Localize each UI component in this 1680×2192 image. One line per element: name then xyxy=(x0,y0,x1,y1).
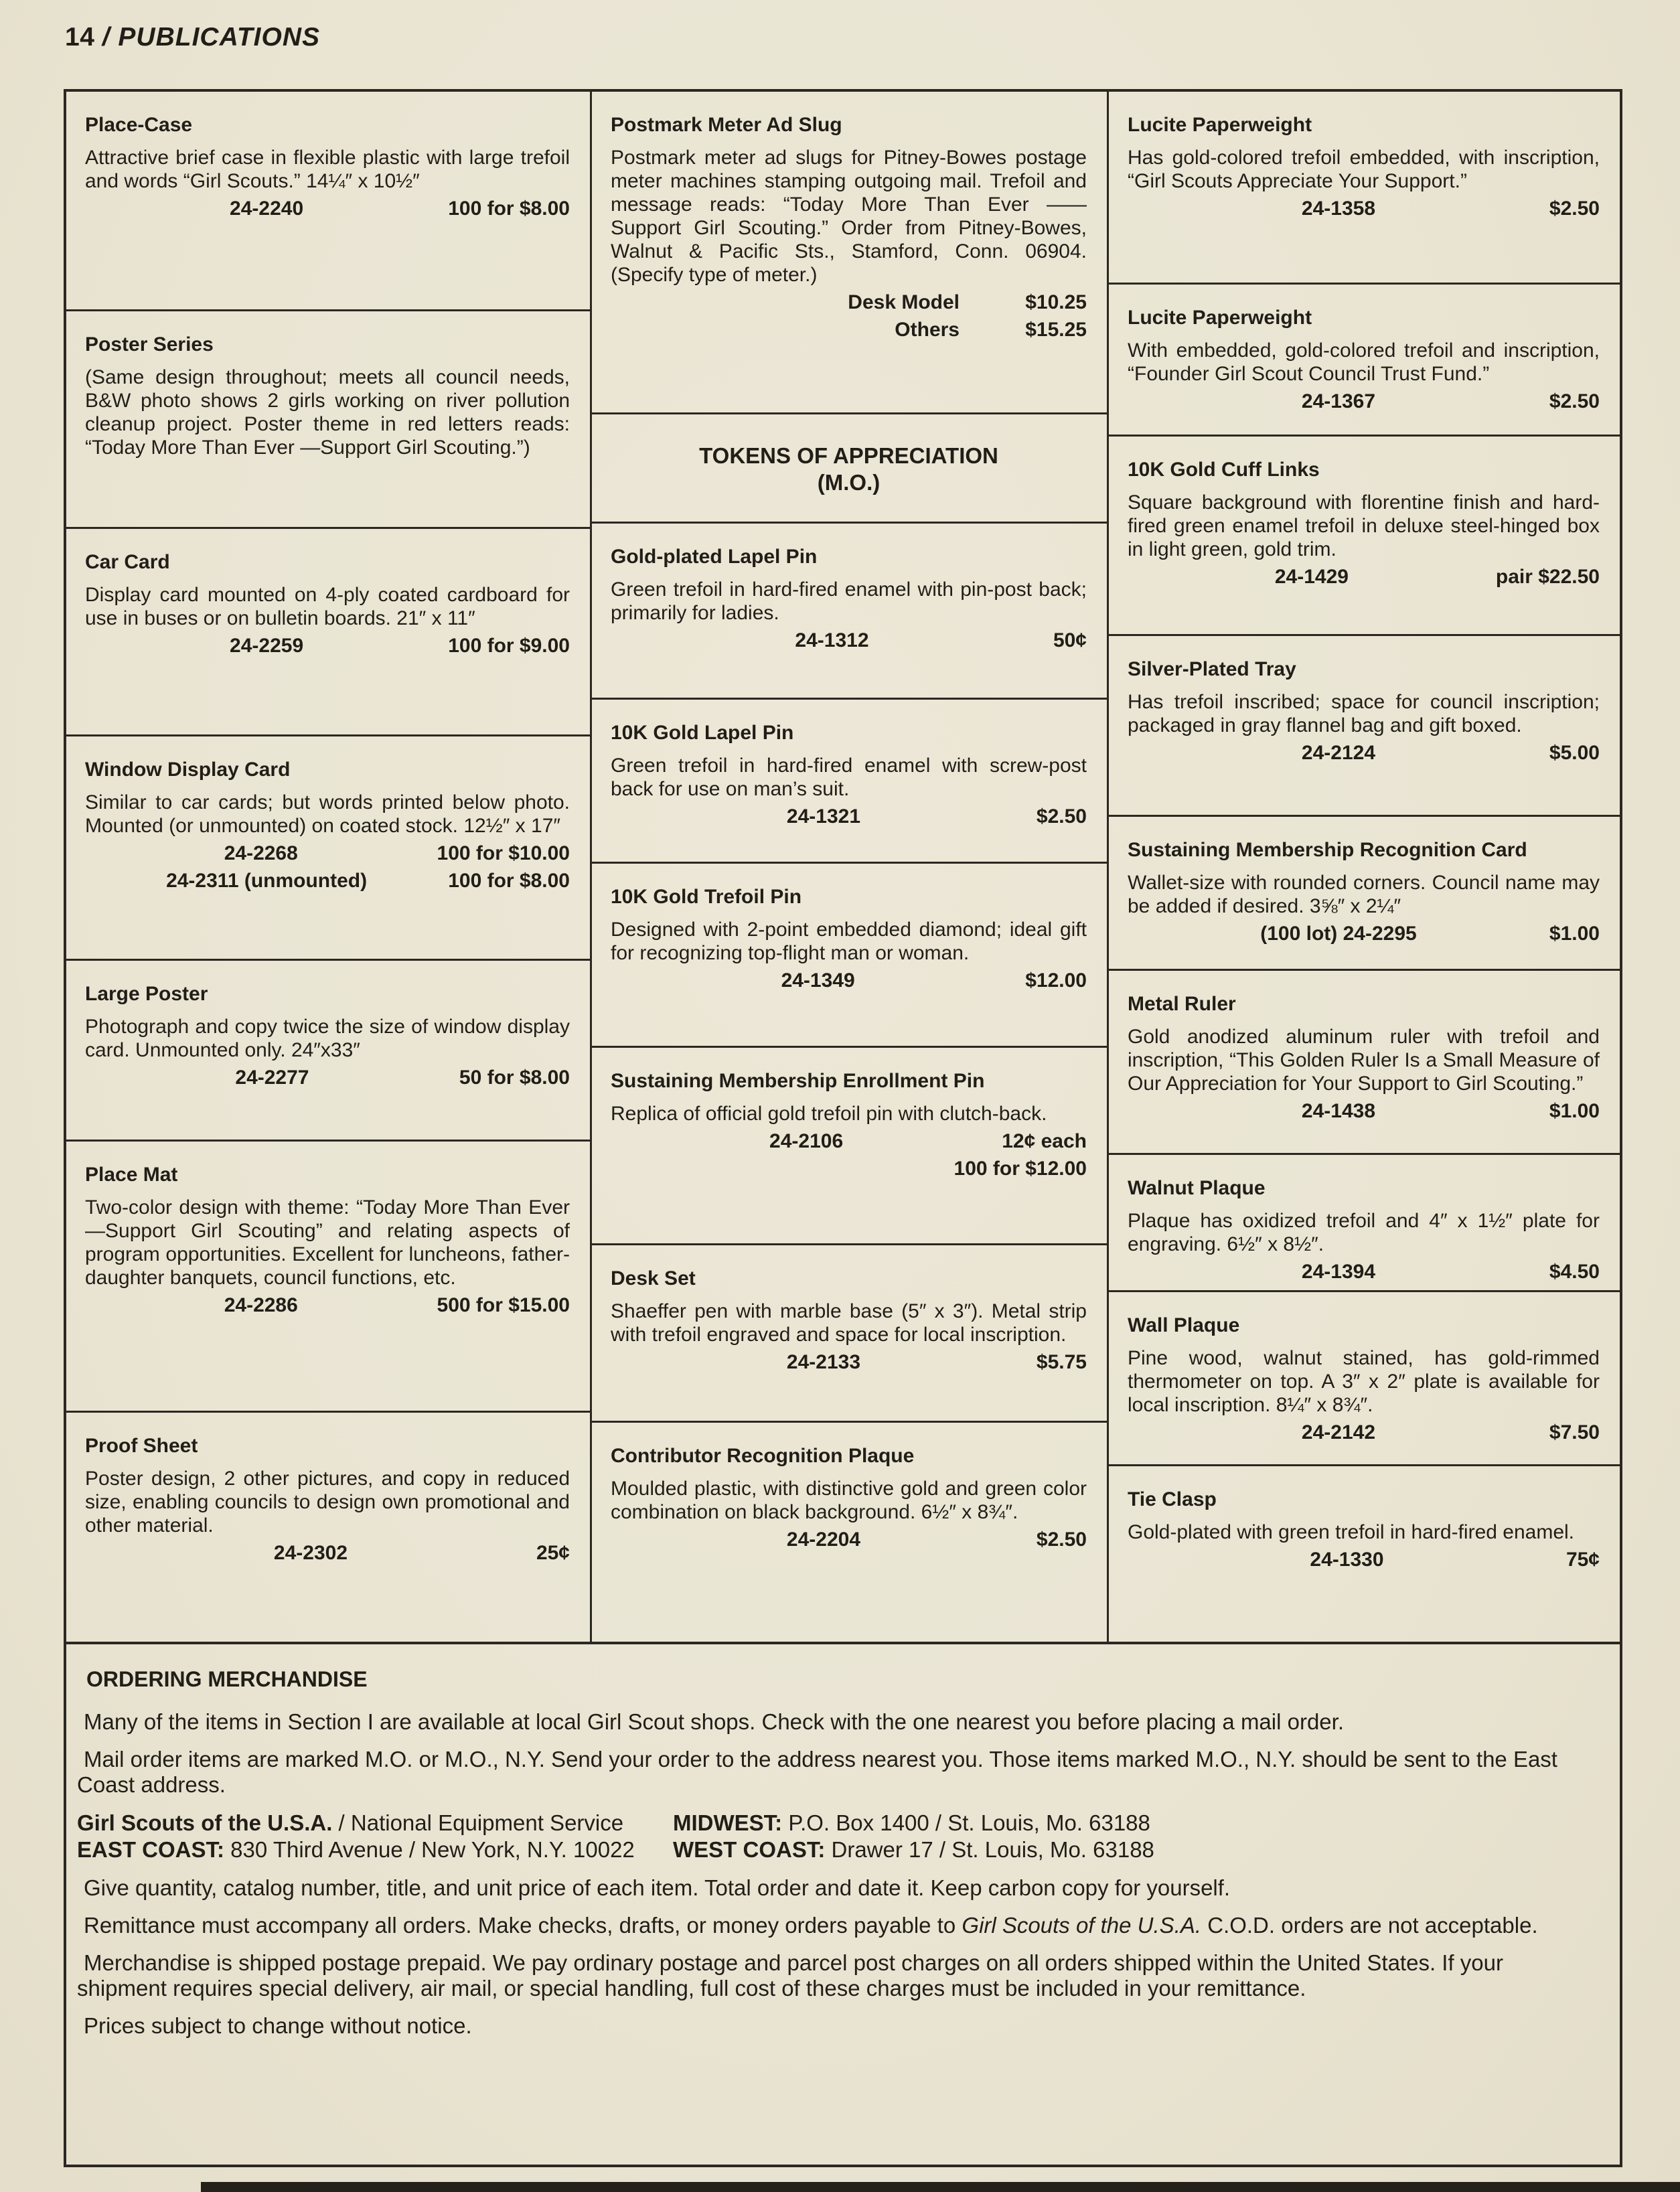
item-description: Has trefoil inscribed; space for council inscription; packaged in gray flannel bag and gift boxed. xyxy=(1128,691,1600,736)
catalog-item xyxy=(66,527,590,734)
item-price: $2.50 xyxy=(1549,198,1600,220)
item-description: Designed with 2-point embedded diamond; ideal gift for recognizing top-flight man or woman. xyxy=(611,919,1087,964)
item-description: Poster design, 2 other pictures, and copy in reduced size, enabling councils to design own promotional and other material. xyxy=(85,1468,570,1537)
catalog-number: 24-2142 xyxy=(1301,1421,1376,1443)
item-description: Green trefoil in hard-fired enamel with pin-post back; primarily for ladies. xyxy=(611,578,1087,624)
price-line xyxy=(611,1157,1087,1180)
catalog-number: 24-2133 xyxy=(786,1351,861,1373)
west-coast-value: Drawer 17 / St. Louis, Mo. 63188 xyxy=(825,1837,1154,1862)
catalog-item xyxy=(592,1421,1107,1642)
catalog-item xyxy=(592,1046,1107,1243)
item-title: Postmark Meter Ad Slug xyxy=(611,114,842,136)
catalog-number: 24-1321 xyxy=(786,805,861,828)
catalog-item xyxy=(1109,92,1620,283)
catalog-item xyxy=(1109,1153,1620,1290)
catalog-item xyxy=(592,862,1107,1046)
ordering-section xyxy=(66,1644,1620,2165)
item-title: Large Poster xyxy=(85,983,208,1005)
item-description: Display card mounted on 4-ply coated cardboard for use in buses or on bulletin boards. 21″ x 11″ xyxy=(85,584,570,629)
price-line xyxy=(611,629,1087,652)
item-price: $4.50 xyxy=(1549,1261,1600,1283)
catalog-number: 24-1429 xyxy=(1274,566,1349,588)
item-description: Replica of official gold trefoil pin with clutch-back. xyxy=(611,1103,1047,1125)
item-description: Pine wood, walnut stained, has gold-rimmed thermometer on top. A 3″ x 2″ plate is available for local inscription. 8¼″ x 8¾″. xyxy=(1128,1347,1600,1416)
catalog-number: 24-2106 xyxy=(769,1130,844,1152)
item-price: 100 for $12.00 xyxy=(953,1158,1087,1180)
ordering-paragraph-mail-order: Mail order items are marked M.O. or M.O., N.Y. Send your order to the address nearest you. Those items marked M.O., N.Y. should be sent to the East Coast address. xyxy=(77,1747,1557,1797)
item-price: pair $22.50 xyxy=(1495,566,1600,588)
price-line xyxy=(85,1541,570,1565)
catalog-columns xyxy=(66,92,1620,1644)
catalog-number: 24-2286 xyxy=(224,1294,298,1316)
item-title: 10K Gold Trefoil Pin xyxy=(611,886,802,908)
scan-artifact-bar xyxy=(201,2182,1680,2192)
catalog-item xyxy=(66,1140,590,1411)
org-service: / National Equipment Service xyxy=(332,1810,624,1835)
address-east-coast xyxy=(77,1836,673,1863)
item-title: Proof Sheet xyxy=(85,1435,198,1457)
item-title: Gold-plated Lapel Pin xyxy=(611,546,818,568)
catalog-column-2 xyxy=(590,92,1107,1642)
catalog-item xyxy=(1109,634,1620,815)
item-description: Postmark meter ad slugs for Pitney-Bowes postage meter machines stamping outgoing mail. Trefoil and message reads: “Today More Than Ever —— Support Girl Scouting.” Order from Pitney-Bowes, Walnut & Pacific Sts., Stamford, Conn. 06904. (Specify type of meter.) xyxy=(611,147,1087,286)
east-coast-label: EAST COAST: xyxy=(77,1837,225,1862)
price-line xyxy=(1128,565,1600,589)
catalog-item xyxy=(1109,1464,1620,1642)
item-title: Place-Case xyxy=(85,114,193,136)
ordering-paragraph-shipping: Merchandise is shipped postage prepaid. We pay ordinary postage and parcel post charges on all orders shipped within the United States. If your shipment requires special delivery, air mail, or special handling, full cost of these charges must be included in your remittance. xyxy=(77,1950,1503,2001)
item-price: 100 for $9.00 xyxy=(448,635,570,657)
item-description: Green trefoil in hard-fired enamel with screw-post back for use on man’s suit. xyxy=(611,755,1087,800)
price-line xyxy=(85,197,570,220)
price-line xyxy=(611,805,1087,828)
price-line xyxy=(85,634,570,657)
price-line xyxy=(85,842,570,865)
price-line xyxy=(611,969,1087,992)
item-price: $5.75 xyxy=(1036,1351,1087,1373)
catalog-number: 24-2277 xyxy=(235,1067,309,1089)
catalog-item xyxy=(592,92,1107,412)
catalog-number: 24-2124 xyxy=(1301,742,1376,764)
item-description: Moulded plastic, with distinctive gold and green color combination on black background. 6½″ x 8¾″. xyxy=(611,1478,1087,1523)
catalog-number: 24-2259 xyxy=(230,635,304,657)
catalog-item xyxy=(66,92,590,309)
catalog-number: 24-1367 xyxy=(1301,390,1376,412)
price-line xyxy=(85,1294,570,1317)
address-row-2 xyxy=(77,1836,1588,1863)
page-number: 14 xyxy=(65,23,95,52)
midwest-value: P.O. Box 1400 / St. Louis, Mo. 63188 xyxy=(782,1810,1150,1835)
item-price: 500 for $15.00 xyxy=(437,1294,570,1316)
remittance-text-end: C.O.D. orders are not acceptable. xyxy=(1201,1913,1538,1938)
ordering-paragraph-prices: Prices subject to change without notice. xyxy=(84,2013,472,2038)
address-row-1 xyxy=(77,1810,1588,1836)
item-title: Sustaining Membership Recognition Card xyxy=(1128,839,1527,861)
price-line xyxy=(85,1066,570,1089)
address-national-service xyxy=(77,1810,673,1836)
item-description: Similar to car cards; but words printed below photo. Mounted (or unmounted) on coated stock. 12½″ x 17″ xyxy=(85,791,570,837)
item-price: $1.00 xyxy=(1549,923,1600,945)
remittance-payee: Girl Scouts of the U.S.A. xyxy=(962,1913,1202,1938)
item-title: Contributor Recognition Plaque xyxy=(611,1445,915,1467)
price-line xyxy=(611,1350,1087,1374)
section-title: (M.O.) xyxy=(817,470,881,495)
price-line xyxy=(611,1528,1087,1551)
address-block xyxy=(77,1810,1588,1863)
item-price: 50 for $8.00 xyxy=(459,1067,570,1089)
catalog-box xyxy=(64,89,1622,2167)
item-title: Tie Clasp xyxy=(1128,1488,1217,1510)
catalog-number: 24-2240 xyxy=(230,198,304,220)
item-title: 10K Gold Cuff Links xyxy=(1128,459,1320,481)
catalog-item xyxy=(66,734,590,959)
catalog-number: 24-1330 xyxy=(1310,1549,1384,1571)
item-price: $5.00 xyxy=(1549,742,1600,764)
catalog-number: 24-1394 xyxy=(1301,1261,1376,1283)
price-line xyxy=(1128,1548,1600,1571)
price-line xyxy=(611,318,1087,341)
catalog-item xyxy=(1109,815,1620,969)
item-price: $15.25 xyxy=(1025,319,1087,341)
catalog-number: 24-2302 xyxy=(273,1542,348,1564)
item-title: Place Mat xyxy=(85,1164,178,1186)
catalog-item xyxy=(1109,969,1620,1153)
item-title: 10K Gold Lapel Pin xyxy=(611,722,794,744)
item-title: Sustaining Membership Enrollment Pin xyxy=(611,1070,985,1092)
price-line xyxy=(1128,741,1600,765)
item-title: Metal Ruler xyxy=(1128,993,1236,1015)
item-title: Window Display Card xyxy=(85,759,291,781)
catalog-item xyxy=(1109,435,1620,634)
catalog-number: 24-1358 xyxy=(1301,198,1376,220)
item-price: 75¢ xyxy=(1566,1549,1600,1571)
item-price: 100 for $10.00 xyxy=(437,842,570,864)
item-price: $2.50 xyxy=(1549,390,1600,412)
item-description: Attractive brief case in flexible plastic with large trefoil and words “Girl Scouts.” 14¼″ x 10½″ xyxy=(85,147,570,192)
org-name: Girl Scouts of the U.S.A. xyxy=(77,1810,333,1835)
catalog-item xyxy=(66,309,590,527)
catalog-item xyxy=(592,522,1107,698)
midwest-label: MIDWEST: xyxy=(673,1810,783,1835)
catalog-number: (100 lot) 24-2295 xyxy=(1260,923,1417,945)
price-line xyxy=(1128,197,1600,220)
item-title: Lucite Paperweight xyxy=(1128,307,1312,329)
item-price: $2.50 xyxy=(1036,1529,1087,1551)
price-line xyxy=(611,291,1087,314)
catalog-item xyxy=(592,1243,1107,1421)
item-description: Plaque has oxidized trefoil and 4″ x 1½″ plate for engraving. 6½″ x 8½″. xyxy=(1128,1210,1600,1255)
price-line xyxy=(1128,1099,1600,1123)
item-title: Silver-Plated Tray xyxy=(1128,658,1296,680)
item-price: $10.25 xyxy=(1025,291,1087,313)
catalog-item xyxy=(66,1411,590,1642)
catalog-number: Others xyxy=(895,319,960,341)
item-description: Shaeffer pen with marble base (5″ x 3″). Metal strip with trefoil engraved and space for local inscription. xyxy=(611,1300,1087,1346)
catalog-item xyxy=(66,959,590,1140)
item-description: (Same design throughout; meets all council needs, B&W photo shows 2 girls working on river pollution cleanup project. Poster theme in red letters reads: “Today More Than Ever —Support Girl Scouting.”) xyxy=(85,366,570,459)
east-coast-value: 830 Third Avenue / New York, N.Y. 10022 xyxy=(224,1837,635,1862)
catalog-number: 24-1438 xyxy=(1301,1100,1376,1122)
item-price: $2.50 xyxy=(1036,805,1087,828)
west-coast-label: WEST COAST: xyxy=(673,1837,826,1862)
section-label: / PUBLICATIONS xyxy=(102,23,321,52)
catalog-column-1 xyxy=(66,92,590,1642)
item-price: $7.50 xyxy=(1549,1421,1600,1443)
item-price: 50¢ xyxy=(1053,629,1087,651)
item-title: Car Card xyxy=(85,551,170,573)
item-price: $1.00 xyxy=(1549,1100,1600,1122)
item-description: Gold-plated with green trefoil in hard-fired enamel. xyxy=(1128,1521,1575,1543)
ordering-paragraph-availability: Many of the items in Section I are available at local Girl Scout shops. Check with the one nearest you before placing a mail order. xyxy=(84,1709,1344,1734)
item-price: 25¢ xyxy=(536,1542,570,1564)
item-title: Lucite Paperweight xyxy=(1128,114,1312,136)
item-price: 100 for $8.00 xyxy=(448,198,570,220)
catalog-number: Desk Model xyxy=(848,291,960,313)
remittance-text-start: Remittance must accompany all orders. Make checks, drafts, or money orders payable to xyxy=(84,1913,962,1938)
address-west-coast xyxy=(673,1836,1588,1863)
ordering-title: ORDERING MERCHANDISE xyxy=(86,1667,368,1691)
catalog-number: 24-2268 xyxy=(224,842,298,864)
page-header xyxy=(65,23,320,52)
catalog-column-3 xyxy=(1107,92,1620,1642)
item-description: Wallet-size with rounded corners. Council name may be added if desired. 3⅝″ x 2¼″ xyxy=(1128,872,1600,917)
price-line xyxy=(1128,1260,1600,1283)
price-line xyxy=(611,1129,1087,1153)
item-price: $12.00 xyxy=(1025,969,1087,992)
catalog-item xyxy=(1109,1290,1620,1464)
catalog-number: 24-1349 xyxy=(781,969,855,992)
item-description: Has gold-colored trefoil embedded, with inscription, “Girl Scouts Appreciate Your Support.” xyxy=(1128,147,1600,192)
price-line xyxy=(85,869,570,892)
item-title: Desk Set xyxy=(611,1267,696,1289)
price-line xyxy=(1128,922,1600,945)
item-title: Wall Plaque xyxy=(1128,1314,1240,1336)
price-line xyxy=(1128,390,1600,413)
item-description: With embedded, gold-colored trefoil and inscription, “Founder Girl Scout Council Trust Fund.” xyxy=(1128,339,1600,385)
ordering-paragraph-remittance xyxy=(77,1913,1588,1938)
item-price: 100 for $8.00 xyxy=(448,870,570,892)
section-title: TOKENS OF APPRECIATION xyxy=(699,443,998,468)
item-description: Square background with florentine finish and hard-fired green enamel trefoil in deluxe steel-hinged box in light green, gold trim. xyxy=(1128,491,1600,560)
item-description: Photograph and copy twice the size of window display card. Unmounted only. 24″x33″ xyxy=(85,1016,570,1061)
catalog-number: 24-1312 xyxy=(795,629,869,651)
price-line xyxy=(1128,1421,1600,1444)
item-description: Two-color design with theme: “Today More Than Ever—Support Girl Scouting” and relating aspects of program opportunities. Excellent for luncheons, father-daughter banquets, council functions, etc. xyxy=(85,1196,570,1289)
catalog-number: 24-2311 (unmounted) xyxy=(166,870,368,892)
ordering-paragraph-quantity: Give quantity, catalog number, title, and unit price of each item. Total order and date it. Keep carbon copy for yourself. xyxy=(84,1875,1231,1900)
item-price: 12¢ each xyxy=(1002,1130,1087,1152)
item-title: Walnut Plaque xyxy=(1128,1177,1266,1199)
section-heading-cell xyxy=(592,412,1107,522)
item-title: Poster Series xyxy=(85,333,214,356)
catalog-item xyxy=(1109,283,1620,435)
item-description: Gold anodized aluminum ruler with trefoil and inscription, “This Golden Ruler Is a Small Measure of Our Appreciation for Your Support to Girl Scouting.” xyxy=(1128,1026,1600,1095)
catalog-number: 24-2204 xyxy=(786,1529,861,1551)
address-midwest xyxy=(673,1810,1588,1836)
catalog-item xyxy=(592,698,1107,862)
